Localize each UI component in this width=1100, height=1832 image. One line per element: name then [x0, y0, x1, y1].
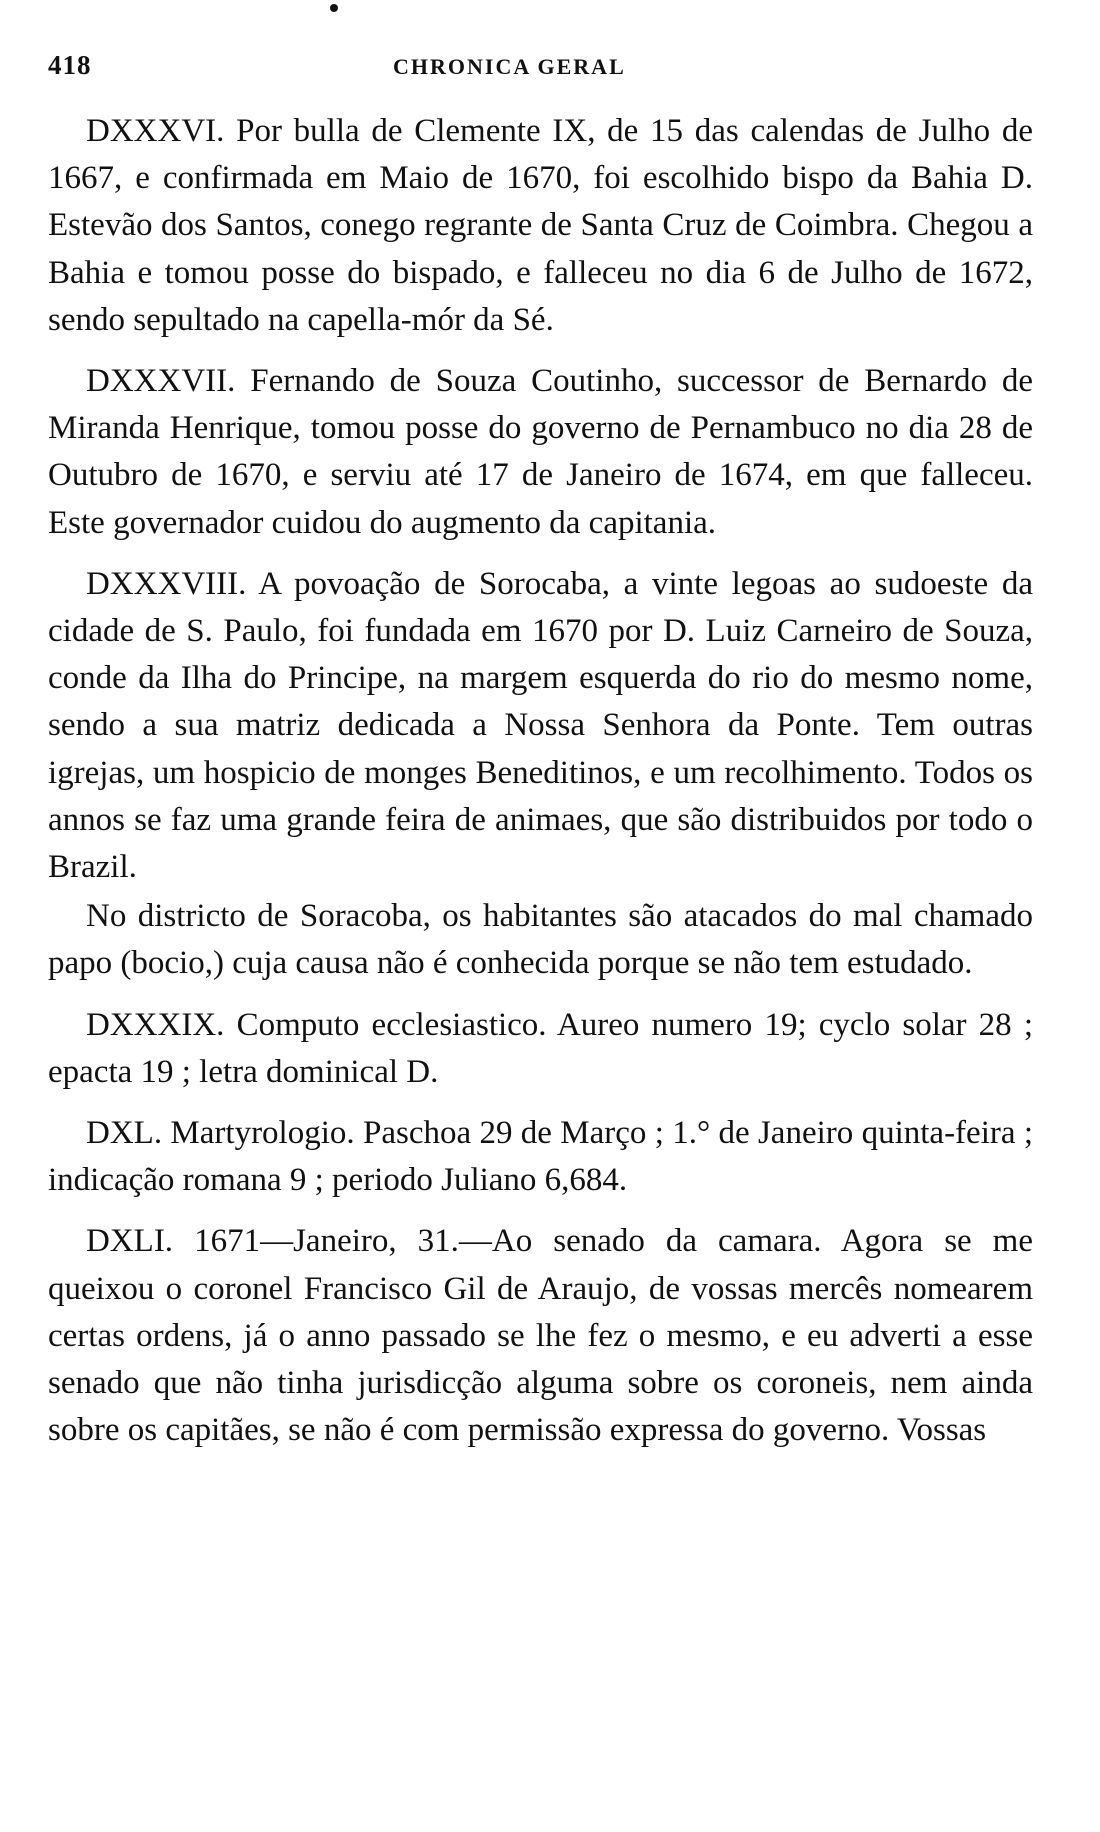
paragraph-dxli [48, 1218, 1033, 1454]
book-page [48, 0, 1048, 1832]
entry-number: DXXXVII. [86, 363, 236, 400]
entry-number: DXXXVIII. [86, 565, 247, 602]
paragraph-text: 1671—Janeiro, 31.—Ao senado da camara. Agora se me queixou o coronel Francisco Gil de Araujo, de vossas mercês nomearem certas ordens, já o anno passado se lhe fez o mesmo, e eu adverti a esse senado que não tinha jurisdicção alguma sobre os coroneis, nem ainda sobre os capitães, se não é com permissão expressa do governo. Vossas [48, 1223, 1034, 1449]
paragraph-text: Fernando de Souza Coutinho, successor de Bernardo de Miranda Henrique, tomou posse do governo de Pernambuco no dia 28 de Outubro de 1670, e serviu até 17 de Janeiro de 1674, em que falleceu. Este governador cuidou do augmento da capitania. [48, 363, 1034, 541]
paragraph-dxxxviii [48, 561, 1033, 891]
entry-number: DXXXIX. [86, 1006, 225, 1043]
paragraph-text: Computo ecclesiastico. Aureo numero 19; cyclo solar 28 ; epacta 19 ; letra dominical D. [48, 1006, 1033, 1090]
page-number: 418 [48, 50, 92, 80]
entry-number: DXXXVI. [86, 113, 225, 149]
entry-number: DXL. [86, 1115, 163, 1152]
body-text [48, 108, 1033, 1454]
page-header [48, 0, 1048, 80]
entry-number: DXLI. [86, 1223, 174, 1260]
paragraph-sorocaba-note [48, 893, 1033, 987]
paragraph-text: A povoação de Sorocaba, a vinte legoas ao sudoeste da cidade de S. Paulo, foi fundada em 1670 por D. Luiz Carneiro de Souza, conde da Ilha do Principe, na margem esquerda do rio do mesmo nome, sendo a sua matriz dedicada a Nossa Senhora da Ponte. Tem outras igrejas, um hospicio de monges Beneditinos, e um recolhimento. Todos os annos se faz uma grande feira de animaes, que são distribuidos por todo o Brazil. [48, 565, 1033, 886]
paragraph-dxxxvii [48, 358, 1033, 547]
paragraph-dxl [48, 1110, 1033, 1204]
paragraph-text: Martyrologio. Paschoa 29 de Março ; 1.° de Janeiro quinta-feira ; indicação romana 9 ; periodo Juliano 6,684. [48, 1115, 1034, 1199]
running-head: CHRONICA GERAL [393, 54, 626, 79]
paragraph-text: No districto de Soracoba, os habitantes são atacados do mal chamado papo (bocio,) cuja causa não é conhecida porque se não tem estudado. [48, 898, 1033, 982]
paragraph-dxxxvi [48, 108, 1033, 344]
paragraph-dxxxix [48, 1002, 1033, 1096]
paragraph-text: Por bulla de Clemente IX, de 15 das calendas de Julho de 1667, e confirmada em Maio de 1670, foi escolhido bispo da Bahia D. Estevão dos Santos, conego regrante de Santa Cruz de Coimbra. Chegou a Bahia e tomou posse do bispado, e falleceu no dia 6 de Julho de 1672, sendo sepultado na capella-mór da Sé. [48, 113, 1034, 338]
